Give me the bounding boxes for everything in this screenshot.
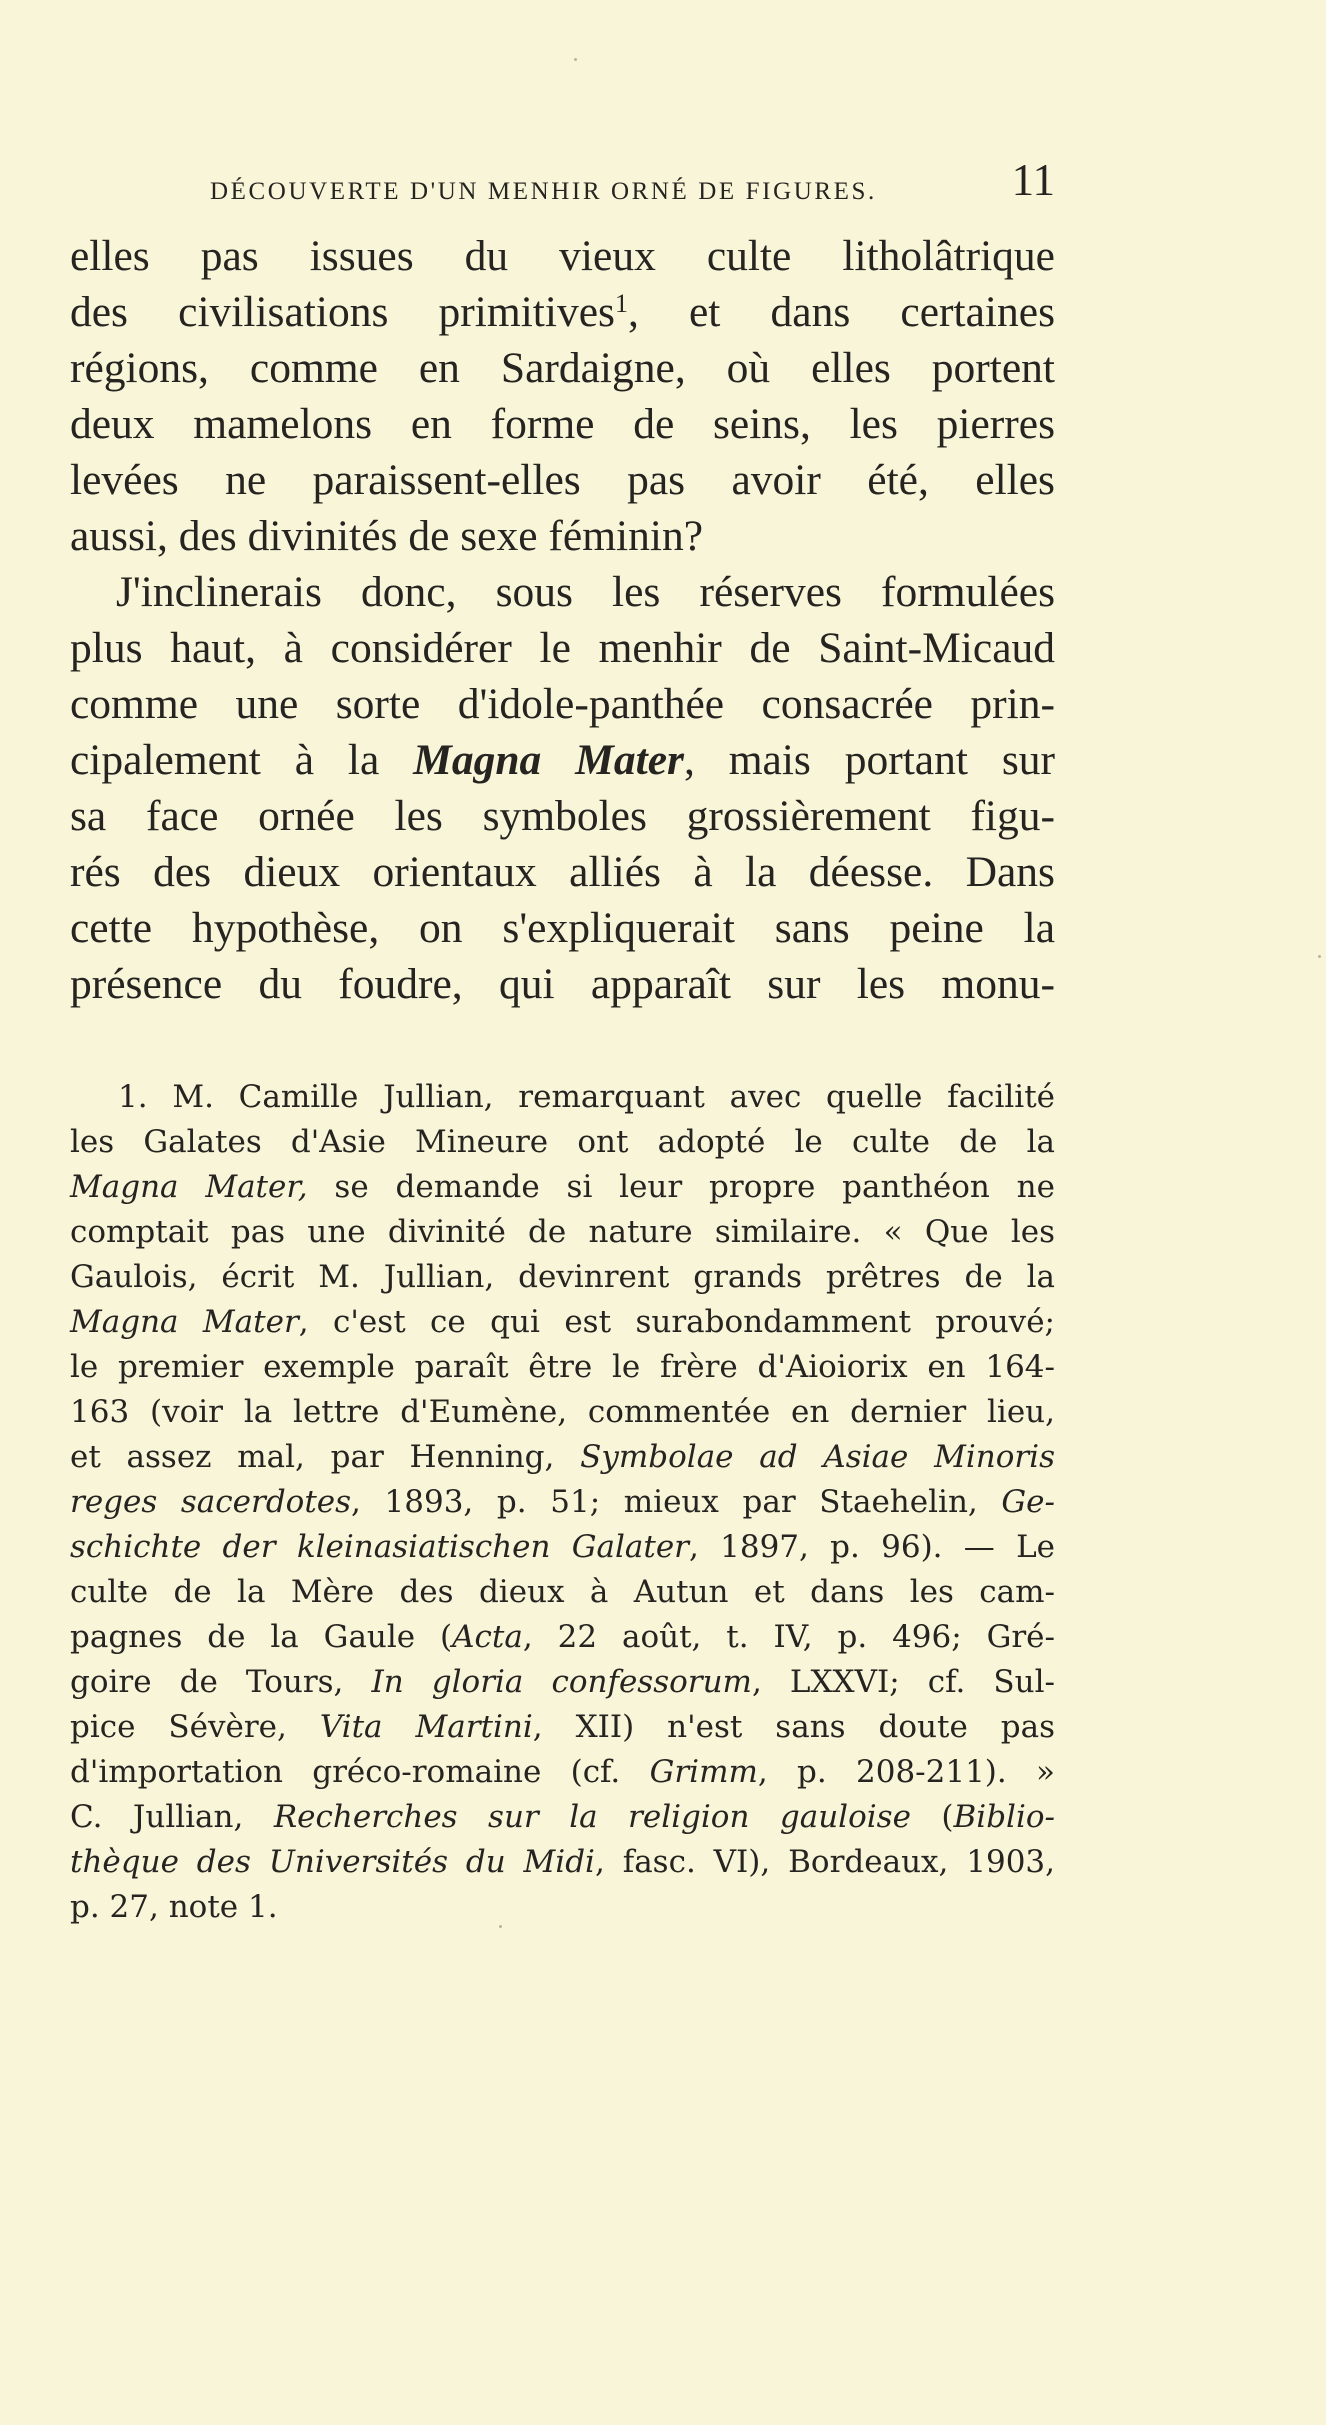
italic-term: Acta xyxy=(452,1619,523,1655)
text-segment: cipalement à la xyxy=(70,736,414,784)
footnote-line: les Galates d'Asie Mineure ont adopté le culte de la xyxy=(70,1124,1055,1160)
text-line: sa face ornée les symboles grossièrement figu- xyxy=(70,792,1055,840)
italic-term: thèque des Universités du Midi xyxy=(70,1844,595,1880)
footnote-line: Gaulois, écrit M. Jullian, devinrent grands prêtres de la xyxy=(70,1259,1055,1295)
italic-term: reges sacerdotes xyxy=(70,1484,352,1520)
text-line: cette hypothèse, on s'expliquerait sans peine la xyxy=(70,904,1055,952)
text-segment: pagnes de la Gaule ( xyxy=(70,1619,453,1655)
footnote-line xyxy=(70,1705,1055,1750)
footnote xyxy=(70,1075,1055,1930)
text-line xyxy=(70,732,1055,788)
text-segment: , mais portant sur xyxy=(683,736,1055,784)
text-segment: ( xyxy=(910,1799,954,1835)
text-line: rés des dieux orientaux alliés à la déesse. Dans xyxy=(70,848,1055,896)
text-line: deux mamelons en forme de seins, les pierres xyxy=(70,400,1055,448)
footnote-marker: 1 xyxy=(614,289,628,318)
text-segment: , LXXVI; cf. Sul- xyxy=(751,1664,1055,1700)
main-text xyxy=(70,228,1055,1012)
italic-term: In gloria confessorum xyxy=(371,1664,752,1700)
running-header xyxy=(70,155,1055,208)
footnote-line xyxy=(70,1795,1055,1840)
footnote-line xyxy=(70,1165,1055,1210)
footnote-line xyxy=(70,1300,1055,1345)
footnote-line xyxy=(70,1660,1055,1705)
running-title: DÉCOUVERTE D'UN MENHIR ORNÉ DE FIGURES. xyxy=(210,178,877,205)
footnote-line xyxy=(70,1480,1055,1525)
italic-term: Biblio- xyxy=(953,1799,1056,1835)
text-line: aussi, des divinités de sexe féminin? xyxy=(70,512,704,560)
footnote-line: culte de la Mère des dieux à Autun et dans les cam- xyxy=(70,1574,1055,1610)
text-segment: goire de Tours, xyxy=(70,1664,372,1700)
paper-speck xyxy=(574,58,577,61)
text-segment: , p. 208-211). » xyxy=(757,1754,1056,1790)
text-segment: des civilisations primitives xyxy=(70,288,615,336)
text-segment: d'importation gréco-romaine (cf. xyxy=(70,1754,650,1790)
text-line: plus haut, à considérer le menhir de Saint-Micaud xyxy=(70,624,1055,672)
text-segment: , fasc. VI), Bordeaux, 1903, xyxy=(594,1844,1055,1880)
text-line: comme une sorte d'idole-panthée consacrée prin- xyxy=(70,680,1055,728)
text-line: elles pas issues du vieux culte litholâtrique xyxy=(70,232,1055,280)
italic-term: Vita Martini xyxy=(319,1709,533,1745)
text-segment: , XII) n'est sans doute pas xyxy=(532,1709,1055,1745)
footnote-line xyxy=(70,1435,1055,1480)
text-line: présence du foudre, qui apparaît sur les monu- xyxy=(70,960,1055,1008)
italic-term: Recherches sur la religion gauloise xyxy=(273,1799,911,1835)
italic-term: Symbolae ad Asiae Minoris xyxy=(580,1439,1056,1475)
text-segment: , 1897, p. 96). — Le xyxy=(689,1529,1056,1565)
text-line: J'inclinerais donc, sous les réserves formulées xyxy=(116,568,1055,616)
footnote-line: le premier exemple paraît être le frère d'Aioiorix en 164- xyxy=(70,1349,1055,1385)
text-segment: pice Sévère, xyxy=(70,1709,320,1745)
paper-speck xyxy=(1318,955,1321,958)
footnote-line xyxy=(70,1615,1055,1660)
text-segment: et assez mal, par Henning, xyxy=(70,1439,581,1475)
text-segment: , 22 août, t. IV, p. 496; Gré- xyxy=(522,1619,1055,1655)
text-segment: C. Jullian, xyxy=(70,1799,274,1835)
text-line xyxy=(70,284,1055,340)
italic-term: Ge- xyxy=(1001,1484,1055,1520)
italic-term: Magna Mater, xyxy=(70,1169,308,1205)
text-line: régions, comme en Sardaigne, où elles portent xyxy=(70,344,1055,392)
paper-speck xyxy=(499,1925,502,1928)
footnote-line: 163 (voir la lettre d'Eumène, commentée en dernier lieu, xyxy=(70,1394,1055,1430)
text-segment: se demande si leur propre panthéon ne xyxy=(307,1169,1055,1205)
text-segment: , c'est ce qui est surabondamment prouvé; xyxy=(298,1304,1055,1340)
text-segment: , 1893, p. 51; mieux par Staehelin, xyxy=(351,1484,1002,1520)
italic-term: Magna Mater xyxy=(413,736,684,784)
footnote-line: comptait pas une divinité de nature similaire. « Que les xyxy=(70,1214,1055,1250)
footnote-line xyxy=(70,1840,1055,1885)
italic-term: Magna Mater xyxy=(70,1304,299,1340)
text-segment: , et dans certaines xyxy=(627,288,1056,336)
text-line: levées ne paraissent-elles pas avoir été, elles xyxy=(70,456,1055,504)
footnote-line xyxy=(70,1525,1055,1570)
footnote-line: p. 27, note 1. xyxy=(70,1889,278,1925)
footnote-line xyxy=(70,1750,1055,1795)
italic-term: schichte der kleinasiatischen Galater xyxy=(70,1529,690,1565)
footnote-line: 1. M. Camille Jullian, remarquant avec quelle facilité xyxy=(118,1079,1055,1115)
italic-term: Grimm xyxy=(649,1754,758,1790)
page-number: 11 xyxy=(1011,155,1055,205)
